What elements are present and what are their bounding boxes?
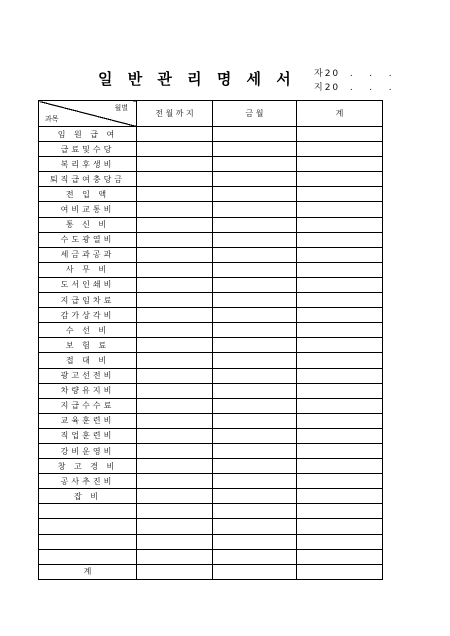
prev-month-cell[interactable]: [137, 398, 213, 413]
table-row: [39, 277, 383, 292]
sum-cell[interactable]: [297, 443, 383, 458]
table-row: [39, 504, 383, 519]
table-row: [39, 519, 383, 534]
sum-cell[interactable]: [297, 504, 383, 519]
account-item-label: 지급임차료: [39, 293, 137, 308]
header-row: [39, 101, 383, 127]
total-label-cell: 계: [39, 564, 137, 579]
prev-month-cell[interactable]: [137, 474, 213, 489]
this-month-cell[interactable]: [213, 504, 297, 519]
sum-cell[interactable]: [297, 338, 383, 353]
prev-month-cell[interactable]: [137, 338, 213, 353]
table-row: [39, 428, 383, 443]
account-item-label: 지급수수료: [39, 398, 137, 413]
account-item-label: 광고선전비: [39, 368, 137, 383]
sum-cell[interactable]: [297, 474, 383, 489]
account-header-label: 과목: [45, 115, 59, 123]
account-item-label: 접 대 비: [39, 353, 137, 368]
prev-month-cell[interactable]: [137, 323, 213, 338]
table-row: [39, 443, 383, 458]
table-row: [39, 308, 383, 323]
sum-cell[interactable]: [297, 293, 383, 308]
sum-cell[interactable]: [297, 127, 383, 142]
total-sum-cell[interactable]: [297, 564, 383, 579]
prev-month-cell[interactable]: [137, 413, 213, 428]
column-header-this-month: 금 월: [213, 101, 297, 127]
account-item-label: 잡 비: [39, 489, 137, 504]
total-prev-month-cell[interactable]: [137, 564, 213, 579]
this-month-cell[interactable]: [213, 293, 297, 308]
prev-month-cell[interactable]: [137, 489, 213, 504]
account-item-label: 공사추진비: [39, 474, 137, 489]
period-to: 지20 . . .: [314, 83, 394, 93]
sum-cell[interactable]: [297, 459, 383, 474]
this-month-cell[interactable]: [213, 247, 297, 262]
sum-cell[interactable]: [297, 353, 383, 368]
table-row: [39, 247, 383, 262]
table-row: [39, 398, 383, 413]
prev-month-cell[interactable]: [137, 534, 213, 549]
this-month-cell[interactable]: [213, 519, 297, 534]
sum-cell[interactable]: [297, 383, 383, 398]
prev-month-cell[interactable]: [137, 443, 213, 458]
prev-month-cell[interactable]: [137, 459, 213, 474]
sum-cell[interactable]: [297, 368, 383, 383]
prev-month-cell[interactable]: [137, 383, 213, 398]
this-month-cell[interactable]: [213, 549, 297, 564]
table-row: [39, 127, 383, 142]
account-item-label: 사 무 비: [39, 262, 137, 277]
this-month-cell[interactable]: [213, 157, 297, 172]
this-month-cell[interactable]: [213, 308, 297, 323]
account-item-label: 급료및수당: [39, 142, 137, 157]
total-this-month-cell[interactable]: [213, 564, 297, 579]
table-row: [39, 323, 383, 338]
this-month-cell[interactable]: [213, 489, 297, 504]
table-row: [39, 157, 383, 172]
table-row: [39, 202, 383, 217]
document-title: 일 반 관 리 명 세 서: [98, 70, 296, 88]
account-item-label: 수도광열비: [39, 232, 137, 247]
prev-month-cell[interactable]: [137, 277, 213, 292]
sum-cell[interactable]: [297, 489, 383, 504]
sum-cell[interactable]: [297, 232, 383, 247]
account-item-label: 직업훈련비: [39, 428, 137, 443]
total-row: [39, 564, 383, 579]
period-from: 자20 . . .: [314, 69, 394, 79]
account-item-label: 보 험 료: [39, 338, 137, 353]
sum-cell[interactable]: [297, 262, 383, 277]
prev-month-cell[interactable]: [137, 308, 213, 323]
account-item-label: [39, 519, 137, 534]
account-item-label: 전 입 액: [39, 187, 137, 202]
month-header-label: 월별: [114, 104, 128, 112]
this-month-cell[interactable]: [213, 142, 297, 157]
prev-month-cell[interactable]: [137, 519, 213, 534]
sum-cell[interactable]: [297, 247, 383, 262]
table-row: [39, 232, 383, 247]
account-item-label: 세금과공과: [39, 247, 137, 262]
account-item-label: 감가상각비: [39, 308, 137, 323]
this-month-cell[interactable]: [213, 413, 297, 428]
this-month-cell[interactable]: [213, 459, 297, 474]
account-item-label: 수 선 비: [39, 323, 137, 338]
table-row: [39, 383, 383, 398]
prev-month-cell[interactable]: [137, 172, 213, 187]
account-item-label: [39, 549, 137, 564]
account-item-label: 여비교통비: [39, 202, 137, 217]
prev-month-cell[interactable]: [137, 142, 213, 157]
sum-cell[interactable]: [297, 534, 383, 549]
account-item-label: 복리후생비: [39, 157, 137, 172]
this-month-cell[interactable]: [213, 232, 297, 247]
table-row: [39, 262, 383, 277]
sum-cell[interactable]: [297, 308, 383, 323]
sum-cell[interactable]: [297, 187, 383, 202]
sum-cell[interactable]: [297, 323, 383, 338]
sum-cell[interactable]: [297, 217, 383, 232]
this-month-cell[interactable]: [213, 534, 297, 549]
table-row: [39, 474, 383, 489]
column-header-prev-month: 전 월 까 지: [137, 101, 213, 127]
sum-cell[interactable]: [297, 549, 383, 564]
prev-month-cell[interactable]: [137, 353, 213, 368]
ledger-body: [39, 127, 383, 565]
ledger-table: [38, 100, 383, 580]
this-month-cell[interactable]: [213, 338, 297, 353]
account-item-label: 창 고 경 비: [39, 459, 137, 474]
table-row: [39, 353, 383, 368]
table-row: [39, 338, 383, 353]
this-month-cell[interactable]: [213, 202, 297, 217]
this-month-cell[interactable]: [213, 217, 297, 232]
table-row: [39, 368, 383, 383]
account-item-label: 차량유지비: [39, 383, 137, 398]
account-item-label: 도서인쇄비: [39, 277, 137, 292]
prev-month-cell[interactable]: [137, 187, 213, 202]
prev-month-cell[interactable]: [137, 247, 213, 262]
account-item-label: 강비운영비: [39, 443, 137, 458]
sum-cell[interactable]: [297, 428, 383, 443]
this-month-cell[interactable]: [213, 262, 297, 277]
table-row: [39, 142, 383, 157]
table-row: [39, 489, 383, 504]
sum-cell[interactable]: [297, 142, 383, 157]
prev-month-cell[interactable]: [137, 293, 213, 308]
period-block: [314, 67, 394, 95]
table-row: [39, 217, 383, 232]
sum-cell[interactable]: [297, 157, 383, 172]
this-month-cell[interactable]: [213, 187, 297, 202]
table-row: [39, 413, 383, 428]
prev-month-cell[interactable]: [137, 157, 213, 172]
account-item-label: [39, 504, 137, 519]
table-row: [39, 187, 383, 202]
prev-month-cell[interactable]: [137, 549, 213, 564]
prev-month-cell[interactable]: [137, 202, 213, 217]
column-header-total: 계: [297, 101, 383, 127]
corner-header-cell: [39, 101, 137, 127]
sum-cell[interactable]: [297, 202, 383, 217]
sum-cell[interactable]: [297, 519, 383, 534]
sum-cell[interactable]: [297, 277, 383, 292]
this-month-cell[interactable]: [213, 353, 297, 368]
this-month-cell[interactable]: [213, 383, 297, 398]
this-month-cell[interactable]: [213, 443, 297, 458]
this-month-cell[interactable]: [213, 474, 297, 489]
account-item-label: 퇴직급여충당금: [39, 172, 137, 187]
table-row: [39, 534, 383, 549]
sum-cell[interactable]: [297, 172, 383, 187]
this-month-cell[interactable]: [213, 127, 297, 142]
table-row: [39, 293, 383, 308]
prev-month-cell[interactable]: [137, 262, 213, 277]
this-month-cell[interactable]: [213, 398, 297, 413]
account-item-label: 통 신 비: [39, 217, 137, 232]
account-item-label: 교육훈련비: [39, 413, 137, 428]
this-month-cell[interactable]: [213, 172, 297, 187]
table-row: [39, 459, 383, 474]
prev-month-cell[interactable]: [137, 217, 213, 232]
table-row: [39, 172, 383, 187]
prev-month-cell[interactable]: [137, 504, 213, 519]
prev-month-cell[interactable]: [137, 428, 213, 443]
prev-month-cell[interactable]: [137, 368, 213, 383]
account-item-label: [39, 534, 137, 549]
sum-cell[interactable]: [297, 398, 383, 413]
account-item-label: 임 원 급 여: [39, 127, 137, 142]
prev-month-cell[interactable]: [137, 127, 213, 142]
sum-cell[interactable]: [297, 413, 383, 428]
table-row: [39, 549, 383, 564]
this-month-cell[interactable]: [213, 368, 297, 383]
this-month-cell[interactable]: [213, 428, 297, 443]
this-month-cell[interactable]: [213, 277, 297, 292]
this-month-cell[interactable]: [213, 323, 297, 338]
prev-month-cell[interactable]: [137, 232, 213, 247]
